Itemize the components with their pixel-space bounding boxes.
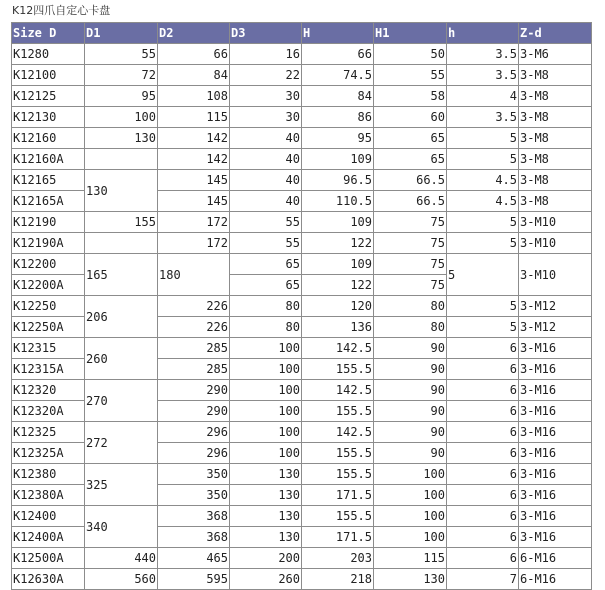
table-row [12, 464, 592, 485]
cell-h-small: 6 [447, 359, 519, 380]
column-header-z-d[interactable]: Z-d [519, 23, 592, 44]
column-header-d1[interactable]: D1 [85, 23, 158, 44]
cell-d1 [85, 149, 158, 170]
cell-size: K12200 [12, 254, 85, 275]
cell-h-small: 3.5 [447, 107, 519, 128]
cell-d1-merged: 206 [85, 296, 158, 338]
cell-d2: 142 [158, 149, 230, 170]
cell-size: K12250A [12, 317, 85, 338]
cell-d3: 80 [230, 317, 302, 338]
cell-h: 96.5 [302, 170, 374, 191]
cell-h1: 100 [374, 506, 447, 527]
cell-d3: 130 [230, 485, 302, 506]
cell-d1: 155 [85, 212, 158, 233]
table-row [12, 422, 592, 443]
cell-z-d: 3-M10 [519, 212, 592, 233]
cell-d3: 40 [230, 191, 302, 212]
cell-h1: 75 [374, 212, 447, 233]
cell-h: 84 [302, 86, 374, 107]
table-row [12, 338, 592, 359]
cell-d2: 290 [158, 401, 230, 422]
cell-d3: 55 [230, 212, 302, 233]
cell-d3: 130 [230, 506, 302, 527]
column-header-d2[interactable]: D2 [158, 23, 230, 44]
cell-d2: 84 [158, 65, 230, 86]
cell-d1: 55 [85, 44, 158, 65]
cell-d2: 108 [158, 86, 230, 107]
cell-size: K12100 [12, 65, 85, 86]
cell-size: K12500A [12, 548, 85, 569]
cell-h1: 60 [374, 107, 447, 128]
cell-d3: 100 [230, 380, 302, 401]
cell-h: 122 [302, 275, 374, 296]
cell-h: 155.5 [302, 506, 374, 527]
cell-size: K12320 [12, 380, 85, 401]
page-title: K12四爪自定心卡盘 [12, 4, 111, 17]
cell-z-d: 3-M16 [519, 338, 592, 359]
cell-d3: 22 [230, 65, 302, 86]
cell-h-small: 3.5 [447, 44, 519, 65]
cell-d2: 368 [158, 506, 230, 527]
cell-d3: 65 [230, 254, 302, 275]
cell-d2: 350 [158, 485, 230, 506]
cell-h-small: 5 [447, 317, 519, 338]
column-header-h[interactable]: H [302, 23, 374, 44]
cell-d2: 290 [158, 380, 230, 401]
cell-h: 155.5 [302, 464, 374, 485]
cell-d3: 130 [230, 464, 302, 485]
table-header-row [12, 23, 592, 44]
cell-h1: 90 [374, 338, 447, 359]
cell-z-d: 3-M8 [519, 107, 592, 128]
cell-z-d: 3-M16 [519, 443, 592, 464]
cell-h-small: 6 [447, 422, 519, 443]
cell-d3: 65 [230, 275, 302, 296]
table-row [12, 107, 592, 128]
column-header-h1[interactable]: H1 [374, 23, 447, 44]
cell-d3: 100 [230, 443, 302, 464]
cell-d1: 440 [85, 548, 158, 569]
cell-h1: 66.5 [374, 170, 447, 191]
cell-h: 95 [302, 128, 374, 149]
cell-h1: 65 [374, 128, 447, 149]
cell-d2: 465 [158, 548, 230, 569]
cell-z-d: 6-M16 [519, 569, 592, 590]
table-row [12, 65, 592, 86]
cell-d1 [85, 233, 158, 254]
table-row [12, 296, 592, 317]
cell-h1: 90 [374, 380, 447, 401]
cell-d1-merged: 260 [85, 338, 158, 380]
cell-h: 136 [302, 317, 374, 338]
cell-z-d: 3-M16 [519, 485, 592, 506]
cell-d2: 172 [158, 233, 230, 254]
cell-h-small: 6 [447, 548, 519, 569]
cell-h1: 100 [374, 485, 447, 506]
cell-z-d: 3-M12 [519, 317, 592, 338]
cell-z-d: 3-M16 [519, 401, 592, 422]
cell-d1-merged: 165 [85, 254, 158, 296]
cell-h1: 115 [374, 548, 447, 569]
cell-h: 142.5 [302, 380, 374, 401]
cell-size: K12190A [12, 233, 85, 254]
cell-h1: 90 [374, 443, 447, 464]
cell-h: 122 [302, 233, 374, 254]
cell-d2: 145 [158, 170, 230, 191]
cell-d1-merged: 130 [85, 170, 158, 212]
cell-size: K12380 [12, 464, 85, 485]
cell-size: K12200A [12, 275, 85, 296]
cell-d3: 130 [230, 527, 302, 548]
cell-h-small: 5 [447, 233, 519, 254]
cell-d2: 226 [158, 296, 230, 317]
cell-d1: 100 [85, 107, 158, 128]
cell-d3: 200 [230, 548, 302, 569]
cell-h1: 100 [374, 527, 447, 548]
cell-h1: 66.5 [374, 191, 447, 212]
cell-d2: 368 [158, 527, 230, 548]
table-row [12, 254, 592, 275]
cell-d2: 142 [158, 128, 230, 149]
spec-table [11, 22, 592, 590]
cell-z-d: 3-M16 [519, 464, 592, 485]
table-row [12, 548, 592, 569]
cell-d1-merged: 340 [85, 506, 158, 548]
cell-h1: 90 [374, 401, 447, 422]
cell-h-small: 5 [447, 296, 519, 317]
cell-d2: 296 [158, 422, 230, 443]
cell-z-d: 3-M8 [519, 65, 592, 86]
cell-d3: 30 [230, 107, 302, 128]
cell-size: K12325 [12, 422, 85, 443]
cell-d2: 115 [158, 107, 230, 128]
cell-size: K12400 [12, 506, 85, 527]
table-row [12, 128, 592, 149]
table-row [12, 170, 592, 191]
cell-h1: 50 [374, 44, 447, 65]
cell-h1: 100 [374, 464, 447, 485]
cell-size: K12400A [12, 527, 85, 548]
cell-d3: 16 [230, 44, 302, 65]
cell-d1-merged: 270 [85, 380, 158, 422]
cell-size: K12320A [12, 401, 85, 422]
table-row [12, 86, 592, 107]
cell-size: K12160 [12, 128, 85, 149]
cell-h: 86 [302, 107, 374, 128]
column-header-d3[interactable]: D3 [230, 23, 302, 44]
cell-d1: 72 [85, 65, 158, 86]
column-header-size[interactable]: Size D [12, 23, 85, 44]
table-row [12, 212, 592, 233]
cell-size: K12315A [12, 359, 85, 380]
cell-z-d: 3-M8 [519, 128, 592, 149]
cell-h-small: 6 [447, 401, 519, 422]
cell-d1: 130 [85, 128, 158, 149]
cell-h1: 65 [374, 149, 447, 170]
cell-size: K12190 [12, 212, 85, 233]
cell-size: K12250 [12, 296, 85, 317]
cell-d1: 560 [85, 569, 158, 590]
cell-h-small: 3.5 [447, 65, 519, 86]
cell-d2: 350 [158, 464, 230, 485]
cell-d2: 226 [158, 317, 230, 338]
cell-size: K12160A [12, 149, 85, 170]
cell-d2: 296 [158, 443, 230, 464]
cell-d2-merged: 180 [158, 254, 230, 296]
cell-size: K12130 [12, 107, 85, 128]
cell-d3: 55 [230, 233, 302, 254]
table-row [12, 44, 592, 65]
cell-size: K12630A [12, 569, 85, 590]
cell-z-d: 3-M16 [519, 527, 592, 548]
cell-d3: 100 [230, 338, 302, 359]
cell-h: 155.5 [302, 401, 374, 422]
cell-z-d: 3-M16 [519, 380, 592, 401]
cell-d3: 100 [230, 401, 302, 422]
cell-h: 142.5 [302, 338, 374, 359]
cell-h1: 80 [374, 317, 447, 338]
cell-d2: 595 [158, 569, 230, 590]
column-header-h-small[interactable]: h [447, 23, 519, 44]
cell-h-small: 4 [447, 86, 519, 107]
cell-h-small: 6 [447, 443, 519, 464]
cell-h1: 75 [374, 233, 447, 254]
cell-h-small: 5 [447, 212, 519, 233]
cell-h: 120 [302, 296, 374, 317]
cell-d2: 285 [158, 338, 230, 359]
cell-d3: 80 [230, 296, 302, 317]
cell-d2: 285 [158, 359, 230, 380]
cell-size: K12165 [12, 170, 85, 191]
cell-h: 109 [302, 254, 374, 275]
cell-h-small: 6 [447, 485, 519, 506]
cell-size: K12325A [12, 443, 85, 464]
cell-h: 66 [302, 44, 374, 65]
cell-size: K1280 [12, 44, 85, 65]
cell-z-d: 3-M6 [519, 44, 592, 65]
cell-d2: 145 [158, 191, 230, 212]
cell-d3: 100 [230, 422, 302, 443]
cell-h: 109 [302, 212, 374, 233]
cell-h: 74.5 [302, 65, 374, 86]
cell-z-d: 3-M12 [519, 296, 592, 317]
cell-z-d: 3-M8 [519, 86, 592, 107]
table-row [12, 569, 592, 590]
cell-h1: 90 [374, 422, 447, 443]
cell-z-d: 3-M16 [519, 422, 592, 443]
cell-z-d: 3-M8 [519, 149, 592, 170]
cell-z-d-merged: 3-M10 [519, 254, 592, 296]
cell-h1: 80 [374, 296, 447, 317]
cell-h1: 55 [374, 65, 447, 86]
table-row [12, 233, 592, 254]
cell-z-d: 3-M8 [519, 170, 592, 191]
cell-h-small: 4.5 [447, 191, 519, 212]
cell-h1: 58 [374, 86, 447, 107]
cell-h: 109 [302, 149, 374, 170]
cell-d3: 30 [230, 86, 302, 107]
cell-h-small: 5 [447, 149, 519, 170]
cell-d1-merged: 325 [85, 464, 158, 506]
cell-h-small: 6 [447, 506, 519, 527]
cell-h-small: 7 [447, 569, 519, 590]
cell-h: 171.5 [302, 527, 374, 548]
cell-h1: 75 [374, 275, 447, 296]
cell-z-d: 3-M8 [519, 191, 592, 212]
cell-h: 155.5 [302, 359, 374, 380]
table-row [12, 506, 592, 527]
cell-h: 142.5 [302, 422, 374, 443]
cell-z-d: 3-M16 [519, 506, 592, 527]
cell-d3: 40 [230, 170, 302, 191]
cell-d3: 40 [230, 128, 302, 149]
cell-d2: 66 [158, 44, 230, 65]
cell-h-small: 5 [447, 128, 519, 149]
cell-d3: 40 [230, 149, 302, 170]
cell-size: K12165A [12, 191, 85, 212]
cell-h1: 130 [374, 569, 447, 590]
cell-h: 171.5 [302, 485, 374, 506]
cell-h-small: 6 [447, 380, 519, 401]
cell-d1: 95 [85, 86, 158, 107]
cell-h-small-merged: 5 [447, 254, 519, 296]
table-row [12, 380, 592, 401]
cell-d2: 172 [158, 212, 230, 233]
cell-h1: 90 [374, 359, 447, 380]
cell-d3: 260 [230, 569, 302, 590]
cell-z-d: 3-M16 [519, 359, 592, 380]
cell-h-small: 6 [447, 464, 519, 485]
cell-h-small: 6 [447, 338, 519, 359]
cell-h: 203 [302, 548, 374, 569]
cell-size: K12315 [12, 338, 85, 359]
cell-d3: 100 [230, 359, 302, 380]
cell-size: K12125 [12, 86, 85, 107]
table-row [12, 149, 592, 170]
cell-h-small: 6 [447, 527, 519, 548]
cell-z-d: 3-M10 [519, 233, 592, 254]
cell-h: 155.5 [302, 443, 374, 464]
cell-h: 218 [302, 569, 374, 590]
cell-z-d: 6-M16 [519, 548, 592, 569]
cell-d1-merged: 272 [85, 422, 158, 464]
cell-h: 110.5 [302, 191, 374, 212]
cell-h1: 75 [374, 254, 447, 275]
cell-size: K12380A [12, 485, 85, 506]
cell-h-small: 4.5 [447, 170, 519, 191]
